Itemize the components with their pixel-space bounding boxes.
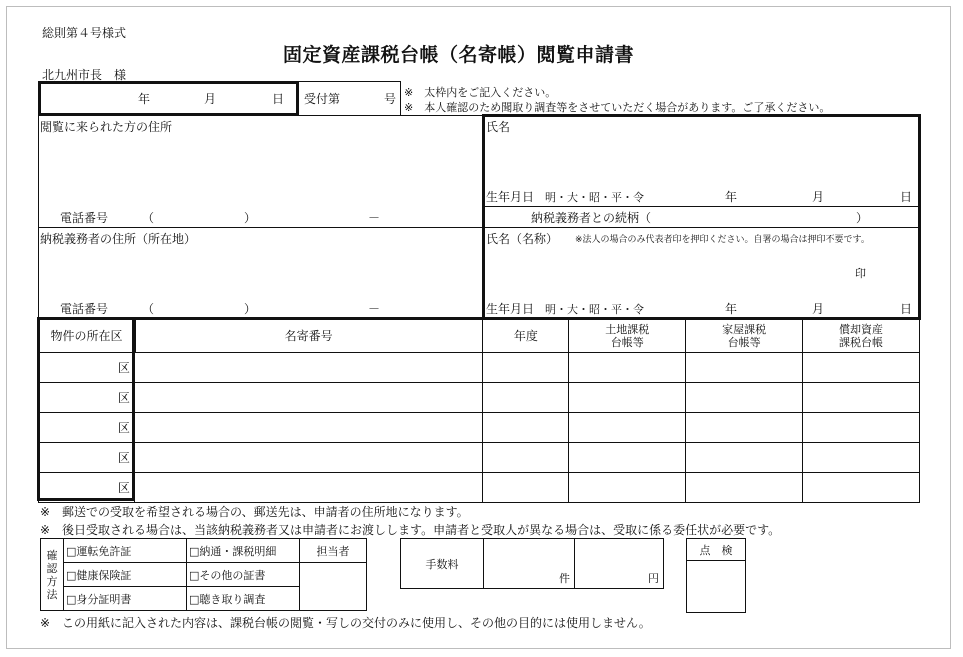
checkbox-interview[interactable]: □聴き取り調査 (187, 587, 300, 611)
table-row (39, 413, 920, 443)
taxpayer-birth-year: 年 (725, 302, 738, 316)
relation-field[interactable] (700, 208, 850, 224)
year-cell[interactable] (483, 353, 569, 383)
land-cell[interactable] (569, 443, 686, 473)
check-field[interactable] (687, 561, 746, 613)
verification-label-char: 確 (46, 548, 58, 562)
taxpayer-phone-open: （ (142, 302, 155, 316)
visitor-phone-label: 電話番号 (60, 211, 109, 225)
table-header-row (39, 319, 920, 353)
visitor-birth-year: 年 (725, 190, 738, 204)
house-cell[interactable] (686, 353, 803, 383)
visitor-birth-day: 日 (900, 190, 913, 204)
fee-count-field[interactable]: 件 (484, 539, 575, 589)
year-cell[interactable] (483, 413, 569, 443)
check-label: 点 検 (687, 539, 746, 561)
visitor-phone-open: （ (142, 211, 155, 225)
taxpayer-birth-label: 生年月日 (486, 302, 535, 316)
checkbox-tax-notice[interactable]: □納通・課税明細 (187, 539, 300, 563)
verification-label-char: 方 (46, 574, 58, 588)
table-row (39, 473, 920, 503)
date-day-label: 日 (272, 92, 285, 106)
form-number: 総則第４号様式 (42, 26, 127, 40)
page-title: 固定資産課税台帳（名寄帳）閲覧申請書 (283, 44, 635, 66)
ward-cell[interactable]: 区 (39, 443, 135, 473)
seal-note: ※法人の場合のみ代表者印を押印ください。自署の場合は押印不要です。 (575, 235, 870, 245)
table-row (39, 383, 920, 413)
visitor-phone-close: ） (244, 211, 257, 225)
header-registry-number: 名寄番号 (134, 319, 483, 353)
reception-label: 受付第 (304, 92, 341, 106)
footer-note: ※ この用紙に記入された内容は、課税台帳の閲覧・写しの交付のみに使用し、その他の目的には使用しません。 (40, 616, 651, 630)
staff-field[interactable] (300, 563, 367, 611)
checkbox-drivers-license[interactable]: □運転免許証 (64, 539, 187, 563)
year-cell[interactable] (483, 383, 569, 413)
visitor-birth-label: 生年月日 (486, 190, 535, 204)
depreciable-cell[interactable] (803, 353, 920, 383)
house-cell[interactable] (686, 473, 803, 503)
fee-table (400, 538, 664, 589)
land-cell[interactable] (569, 473, 686, 503)
divider (38, 115, 484, 116)
verification-table (40, 538, 367, 611)
divider (37, 317, 920, 320)
ward-cell[interactable]: 区 (39, 383, 135, 413)
taxpayer-era-options[interactable]: 明・大・昭・平・令 (545, 303, 644, 316)
divider (133, 318, 136, 352)
registry-cell[interactable] (134, 383, 483, 413)
year-cell[interactable] (483, 443, 569, 473)
seal-mark: 印 (855, 267, 866, 280)
visitor-name-field[interactable] (486, 134, 916, 184)
visitor-address-field[interactable] (40, 134, 480, 206)
property-table (38, 318, 920, 503)
table-row (39, 353, 920, 383)
visitor-birth-month: 月 (812, 190, 825, 204)
land-cell[interactable] (569, 353, 686, 383)
visitor-phone-dash: － (368, 211, 381, 225)
depreciable-cell[interactable] (803, 413, 920, 443)
taxpayer-address-label: 納税義務者の住所（所在地） (40, 232, 197, 246)
verification-label (41, 539, 64, 611)
visitor-era-options[interactable]: 明・大・昭・平・令 (545, 191, 644, 204)
house-cell[interactable] (686, 443, 803, 473)
checkbox-health-insurance[interactable]: □健康保険証 (64, 563, 187, 587)
note-top-1: ※ 太枠内をご記入ください。 (404, 86, 557, 99)
date-month-label: 月 (204, 92, 217, 106)
staff-label: 担当者 (300, 539, 367, 563)
ward-cell[interactable]: 区 (39, 473, 135, 503)
relation-label: 納税義務者との続柄（ (531, 211, 652, 225)
relation-close: ） (856, 211, 869, 225)
house-cell[interactable] (686, 383, 803, 413)
taxpayer-name-label: 氏名（名称） (486, 232, 559, 246)
date-year-label: 年 (138, 92, 151, 106)
land-cell[interactable] (569, 383, 686, 413)
taxpayer-phone-close: ） (244, 302, 257, 316)
registry-cell[interactable] (134, 473, 483, 503)
visitor-address-label: 閲覧に来られた方の住所 (40, 120, 173, 134)
header-house: 家屋課税 台帳等 (686, 319, 803, 353)
year-cell[interactable] (483, 473, 569, 503)
house-cell[interactable] (686, 413, 803, 443)
taxpayer-phone-label: 電話番号 (60, 302, 109, 316)
reception-suffix: 号 (384, 92, 397, 106)
date-box[interactable] (38, 81, 299, 116)
verification-label-char: 認 (46, 561, 58, 575)
ward-cell[interactable]: 区 (39, 413, 135, 443)
header-fiscal-year: 年度 (483, 319, 569, 353)
addressee: 北九州市長 様 (42, 68, 127, 82)
note-bottom-2: ※ 後日受取される場合は、当該納税義務者又は申請者にお渡しします。申請者と受取人が異なる場合は、受取に係る委任状が必要です。 (40, 523, 781, 537)
taxpayer-phone-dash: － (368, 302, 381, 316)
divider (484, 206, 919, 207)
checkbox-id-certificate[interactable]: □身分証明書 (64, 587, 187, 611)
taxpayer-birth-month: 月 (812, 302, 825, 316)
fee-label: 手数料 (401, 539, 484, 589)
header-ward: 物件の所在区 (39, 319, 135, 353)
note-top-2: ※ 本人確認のため聞取り調査等をさせていただく場合があります。ご了承ください。 (404, 101, 831, 114)
ward-cell[interactable]: 区 (39, 353, 135, 383)
check-table (686, 538, 746, 613)
fee-yen-field[interactable]: 円 (575, 539, 664, 589)
land-cell[interactable] (569, 413, 686, 443)
header-land: 土地課税 台帳等 (569, 319, 686, 353)
divider (38, 115, 39, 318)
depreciable-cell[interactable] (803, 473, 920, 503)
note-bottom-1: ※ 郵送での受取を希望される場合の、郵送先は、申請者の住所地になります。 (40, 505, 469, 519)
table-row (39, 443, 920, 473)
depreciable-cell[interactable] (803, 443, 920, 473)
depreciable-cell[interactable] (803, 383, 920, 413)
ward-column-box (37, 317, 135, 501)
taxpayer-address-field[interactable] (40, 246, 480, 296)
taxpayer-birth-day: 日 (900, 302, 913, 316)
checkbox-other-certificate[interactable]: □その他の証書 (187, 563, 300, 587)
header-depreciable: 償却資産 課税台帳 (803, 319, 920, 353)
registry-cell[interactable] (134, 443, 483, 473)
verification-label-char: 法 (46, 587, 58, 601)
taxpayer-name-field[interactable] (486, 246, 916, 292)
registry-cell[interactable] (134, 413, 483, 443)
registry-cell[interactable] (134, 353, 483, 383)
visitor-name-label: 氏名 (486, 120, 511, 134)
